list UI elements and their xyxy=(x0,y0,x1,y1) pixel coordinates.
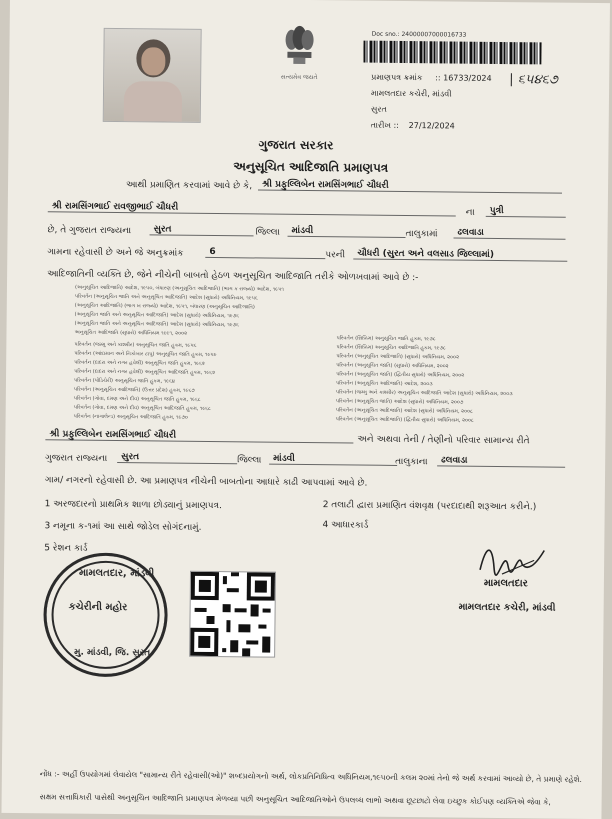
district-label: જિલ્લા xyxy=(255,227,280,238)
order-item: પરિવર્તન (સિક્કિમ) અનુસૂચિત આદિજાતિ હુકમ, ૧૯૭૮ xyxy=(336,344,446,352)
state2-text: ગુજરાત રાજ્યના xyxy=(45,453,108,464)
serial-number: 6 xyxy=(205,247,325,259)
taluka2-label: તાલુકાના xyxy=(395,456,428,468)
office-name: મામલતદાર કચેરી, માંડવી xyxy=(370,88,452,99)
order-item: (અનુસૂચિત આદિજાતિ) (ભાગ ખ રાજ્યો) આદેશ, ૧૯૫૧, બંધારણ (અનુસૂચિત આદિજાતિ) xyxy=(74,302,255,311)
certify-text: આથી પ્રમાણિત કરવામાં આવે છે કે, xyxy=(125,180,253,192)
note-line-2: સક્ષમ સત્તાધિકારી પાસેથી અનુસૂચિત આદિજાતિ પ્રમાણપત્ર મેળવ્યા પછી અનુસૂચિત આદિજાતિઓને ઉપલબ્ધ લાભો અથવા છૂટછાટો લેવા ઇચ્છુક કોઈપણ વ્યક્તિએ જેવા કે, xyxy=(39,792,551,807)
caste-label: પરની xyxy=(325,250,346,261)
order-item: પરિવર્તન (અનુસૂચિત જાતિ) આદેશ (સુધારો) અધિનિયમ, ૨૦૦૭ xyxy=(335,398,464,406)
cert-no: :: 16733/2024 xyxy=(435,73,492,83)
taluka-label: તાલુકામાં xyxy=(405,229,438,240)
order-item: પરિવર્તન (નાગાલેન્ડ) અનુસૂચિત આદિજાતિ હુકમ, ૧૯૭૦ xyxy=(73,413,188,421)
handwritten-number: | ૬૫૪૬૭ xyxy=(509,72,558,88)
certificate-title: અનુસૂચિત આદિજાતિ પ્રમાણપત્ર xyxy=(233,159,389,175)
applicant-name-repeat: શ્રી પ્રફુલ્લિબેન રામસિંગભાઈ ચૌધરી xyxy=(45,429,353,443)
family-text: અને અથવા તેની / તેણીનો પરિવાર સામાન્ય રીતે xyxy=(357,434,530,447)
district2-label: જિલ્લા xyxy=(237,455,262,466)
photo-body xyxy=(124,81,182,122)
order-item: પરિવર્તન (આંદામાન અને નિકોબાર ટાપુ) અનુસૂચિત જાતિ હુકમ, ૧૯૫૯ xyxy=(74,350,217,359)
order-item: પરિવર્તન (અનુસૂચિત જાતિ) (દ્વિતીય સુધારો) અધિનિયમ, ૨૦૦૨ xyxy=(336,371,465,379)
signatory-title: મામલતદાર xyxy=(483,577,528,590)
cert-no-label: પ્રમાણપત્ર ક્રમાંક xyxy=(371,72,423,83)
caste-value: ચૌધરી (સુરત અને વલસાડ જિલ્લામાં) xyxy=(353,248,567,261)
village-text: ગામ/ નગરનો રહેવાસી છે. આ પ્રમાણપત્ર નીચેની બાબતોના આધારે કાઢી આપવામાં આવે છે. xyxy=(44,475,368,489)
state-district: સુરત xyxy=(150,224,254,236)
order-item: પરિવર્તન (જમ્મુ અને કાશ્મીર) અનુસૂચિત આદિજાતિ આદેશ (સુધારો) અધિનિયમ, ૨૦૦૩ xyxy=(335,389,513,398)
order-item: પરિવર્તન (ગોવા, દમણ અને દીવ) અનુસૂચિત જાતિ હુકમ, ૧૯૬૮ xyxy=(73,395,201,403)
office-seal-stamp xyxy=(43,552,168,677)
resident-text: ગામના રહેવાસી છે અને જે અનુક્રમાંક xyxy=(47,247,184,259)
state2-district: સુરત xyxy=(117,452,237,464)
order-item: અનુસૂચિત આદિજાતિ (સુધારો) અધિનિયમ ૧૯૯૧, ૨૦૦૨ xyxy=(74,329,188,337)
order-item: પરિવર્તન (ગોવા, દમણ અને દીવ) અનુસૂચિત આદિજાતિ હુકમ, ૧૯૬૮ xyxy=(73,404,211,412)
basis-item: 2 તલાટી દ્વારા પ્રમાણિત વંશવૃક્ષ (પરદાદાથી શરૂઆત કરીને.) xyxy=(322,500,537,513)
date-label: તારીખ :: xyxy=(370,120,399,130)
certificate-sheet xyxy=(1,0,610,819)
taluka2-value: ઢલવાડા xyxy=(437,455,565,467)
order-item: (અનુસૂચિત જાતિ અને અનુસૂચિત આદિજાતિ) આદેશ (સુધારો) અધિનિયમ, ૧૯૭૬ xyxy=(74,311,240,320)
barcode-number: Doc sno.: 24000007000016733 xyxy=(371,30,467,39)
order-item: પરિવર્તન (અનુસૂચિત આદિજાતિ) આદેશ, ૨૦૦૩ xyxy=(335,380,433,388)
village-name: ઢલવાડા xyxy=(454,228,566,240)
order-item: પરિવર્તન (અનુસૂચિત આદિજાતિ) આદેશ (સુધારો) અધિનિયમ, ૨૦૦૮ xyxy=(335,407,473,415)
taluka-name: માંડવી xyxy=(288,226,406,238)
order-item: પરિવર્તન (પોંડિચેરી) અનુસૂચિત જાતિ હુકમ, ૧૯૬૪ xyxy=(73,377,176,385)
relation-value: પુત્રી xyxy=(486,206,566,218)
order-item: પરિવર્તન (અનુસૂચિત આદિજાતિ) (દ્વિતીય સુધારો) અધિનિયમ, ૨૦૦૮ xyxy=(335,416,474,424)
issue-date: 27/12/2024 xyxy=(408,121,455,131)
order-item: પરિવર્તન (જમ્મુ અને કાશ્મીર) અનુસૂચિત જાતિ હુકમ, ૧૯૫૬ xyxy=(74,341,197,349)
order-item: (અનુસૂચિત જાતિ અને અનુસૂચિત આદિજાતિ) આદેશ (સુધારો) અધિનિયમ, ૧૯૭૬ xyxy=(74,320,239,329)
tribe-text: આદિજાતિની વ્યક્તિ છે, જેને નીચેની બાબતો હેઠળ અનુસૂચિત આદિજાતિ તરીકે ઓળખવામાં આવે છે :- xyxy=(47,269,419,284)
applicant-name: શ્રી પ્રફુલ્લિબેન રામસિંગભાઈ ચૌધરી xyxy=(258,179,562,193)
district-name: સુરત xyxy=(370,104,387,114)
basis-item: 1 અરજદારનો પ્રાથમિક શાળા છોડ્યાનું પ્રમાણપત્ર. xyxy=(44,499,222,512)
order-item: પરિવર્તન (દાદરા અને નગર હવેલી) અનુસૂચિત જાતિ હુકમ, ૧૯૬૨ xyxy=(74,359,205,367)
signature-mark xyxy=(474,540,554,581)
order-item: (અનુસૂચિત આદિજાતિ) આદેશ, ૧૯૫૦, બંધારણ (અનુસૂચિત આદિજાતિ) (ભાગ ક રાજ્યો) આદેશ, ૧૯૫૧ xyxy=(74,284,284,293)
basis-item: 4 આધારકાર્ડ xyxy=(322,520,369,531)
relation-label: ના xyxy=(465,207,475,218)
order-item: પરિવર્તન (અનુસૂચિત આદિજાતિ) (સુધારો) અધિનિયમ, ૨૦૦૨ xyxy=(336,353,460,361)
order-item: પરિવર્તન (અનુસૂચિત જાતિ અને અનુસૂચિત આદિજાતિ) આદેશ (સુધારો) અધિનિયમ, ૧૯૫૬ xyxy=(74,293,258,302)
order-item: પરિવર્તન (અનુસૂચિત જાતિ) (સુધારો) અધિનિયમ, ૨૦૦૨ xyxy=(336,362,449,370)
national-emblem-icon xyxy=(273,22,326,83)
applicant-photo xyxy=(103,28,202,123)
government-title: ગુજરાત સરકાર xyxy=(258,137,334,153)
photo-face xyxy=(141,47,165,75)
district2-value: માંડવી xyxy=(269,454,397,466)
seal-text-bottom: મુ. માંડવી, જિ. સુરત xyxy=(74,647,151,659)
basis-item: 5 રેશન કાર્ડ xyxy=(44,543,88,554)
state-text: છે, તે ગુજરાત રાજ્યના xyxy=(47,225,132,237)
order-item: પરિવર્તન (અનુસૂચિત આદિજાતિ) (ઉત્તર પ્રદેશ) હુકમ, ૧૯૬૭ xyxy=(73,386,195,394)
barcode xyxy=(363,41,541,65)
seal-text-middle: કચેરીની મહોર xyxy=(68,601,128,614)
order-item: પરિવર્તન (દાદરા અને નગર હવેલી) અનુસૂચિત આદિજાતિ હુકમ, ૧૯૬૨ xyxy=(74,368,216,377)
note-line-1: નોંધ :- અહીં ઉપયોગમાં લેવાયેલ "સામાન્ય રીતે રહેવાસી(ઓ)" શબ્દપ્રયોગનો અર્થ, લોકપ્રતિનિધિત્વ અધિનિયમ,૧૯૫૦ની કલમ ૨૦માં તેનો જે અર્થ કરવામાં આવ્યો છે, તે પ્રમાણે રહેશે. xyxy=(39,769,582,784)
basis-item: 3 નમૂના ક-૧માં આ સાથે જોડેલ સોગંદનામું. xyxy=(44,521,202,533)
father-name: શ્રી રામસિંગભાઈ રાવજીભાઈ ચૌધરી xyxy=(48,201,456,216)
order-item: પરિવર્તન (સિક્કિમ) અનુસૂચિત જાતિ હુકમ, ૧૯૭૮ xyxy=(336,335,436,343)
qr-code xyxy=(189,571,276,658)
signatory-office: મામલતદાર કચેરી, માંડવી xyxy=(458,601,556,614)
seal-text-top: મામલતદાર, માંડવી xyxy=(78,567,155,580)
emblem-caption: સત્યમેવ જયતે xyxy=(280,73,318,82)
